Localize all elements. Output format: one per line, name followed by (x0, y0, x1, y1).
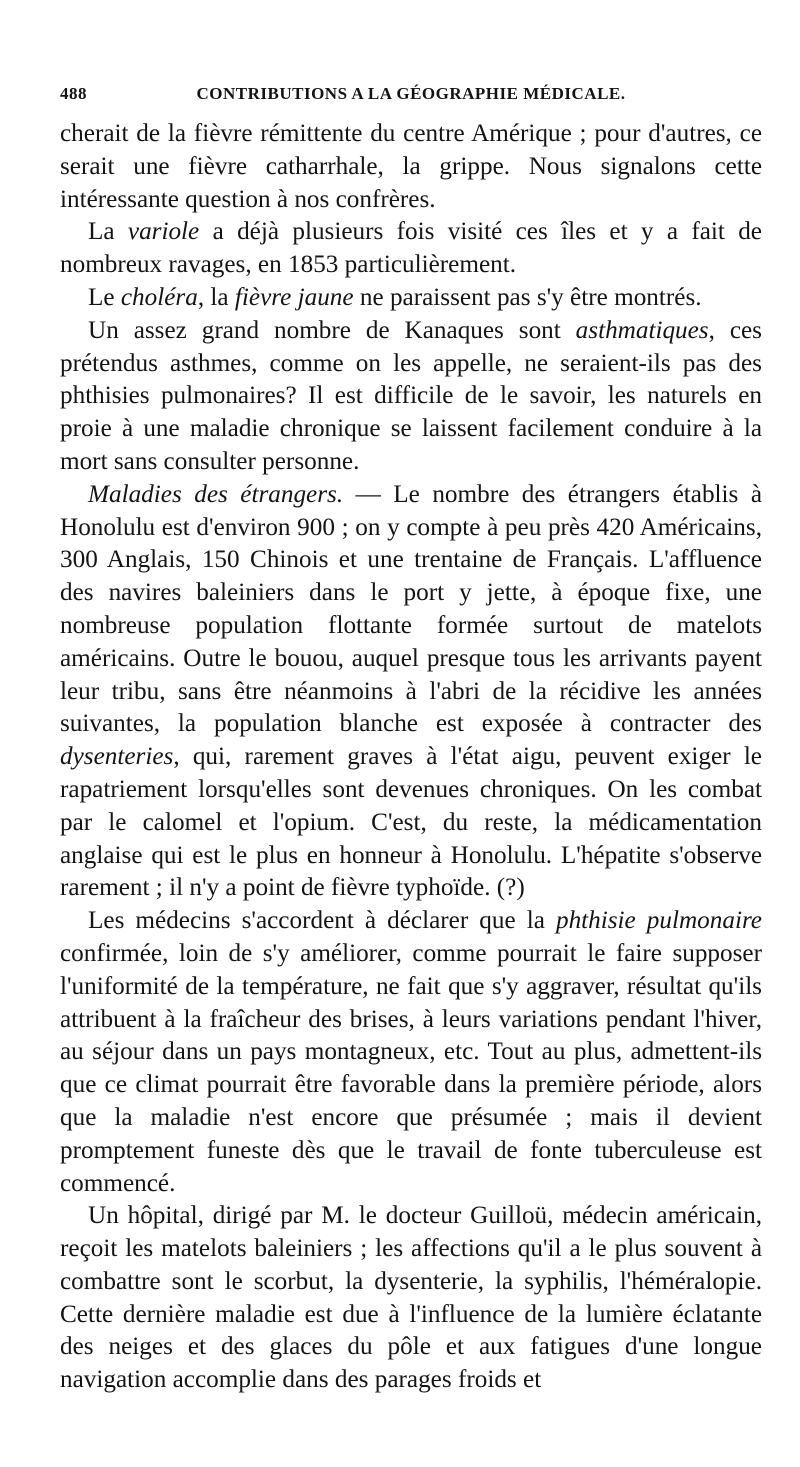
book-page (60, 84, 762, 1397)
paragraph (60, 905, 762, 1200)
italic-term: fièvre jaune (234, 283, 354, 311)
text-run: , qui, rarement graves à l'état aigu, peuvent exiger le rapatriement lorsqu'elles sont devenues chroniques. On les combat par le calomel et l'opium. C'est, du reste, la médicamentation anglaise qui est le plus en honneur à Honolulu. L'hépatite s'observe rarement ; il n'y a point de fièvre typhoïde. (?) (60, 743, 762, 902)
text-run: — Le nombre des étrangers établis à Honolulu est d'environ 900 ; on y compte à peu près 420 Américains, 300 Anglais, 150 Chinois et une trentaine de Français. L'affluence des navires baleiniers dans le port y jette, à époque fixe, une nombreuse population flottante formée surtout de matelots américains. Outre le bouou, auquel presque tous les arrivants payent leur tribu, sans être néanmoins à l'abri de la récidive les années suivantes, la population blanche est exposée à contracter des (60, 480, 762, 738)
text-run: cherait de la fièvre rémittente du centre Amérique ; pour d'autres, ce serait une fièvre catharrhale, la grippe. Nous signalons cette intéressante question à nos confrères. (60, 120, 762, 213)
italic-term: choléra (120, 283, 198, 311)
paragraph (60, 216, 762, 282)
text-run: , la (197, 283, 235, 311)
body-text (60, 118, 762, 1397)
paragraph (60, 1200, 762, 1397)
text-run: Un hôpital, dirigé par M. le docteur Guilloü, médecin américain, reçoit les matelots baleiniers ; les affections qu'il a le plus souvent à combattre sont le scorbut, la dysenterie, la syphilis, l'héméralopie. Cette dernière maladie est due à l'influence de la lumière éclatante des neiges et des glaces du pôle et aux fatigues d'une longue navigation accomplie dans des parages froids et (60, 1202, 762, 1394)
text-run: a déjà plusieurs fois visité ces îles et y a fait de nombreux ravages, en 1853 particulièrement. (60, 218, 762, 279)
paragraph (60, 315, 762, 479)
text-run: Les médecins s'accordent à déclarer que la (88, 907, 556, 935)
text-run: Un assez grand nombre de Kanaques sont (88, 316, 576, 344)
page-number: 488 (60, 84, 87, 103)
running-head (60, 84, 762, 114)
paragraph (60, 282, 762, 315)
text-run: confirmée, loin de s'y améliorer, comme pourrait le faire supposer l'uniformité de la température, ne fait que s'y aggraver, résultat qu'ils attribuent à la fraîcheur des brises, à leurs variations pendant l'hiver, au séjour dans un pays montagneux, etc. Tout au plus, admettent-ils que ce climat pourrait être favorable dans la première période, alors que la maladie n'est encore que présumée ; mais il devient promptement funeste dès que le travail de fonte tuberculeuse est commencé. (60, 939, 762, 1197)
paragraph (60, 479, 762, 905)
italic-term: phthisie pulmonaire (555, 907, 762, 935)
paragraph (60, 118, 762, 216)
header-title: CONTRIBUTIONS A LA GÉOGRAPHIE MÉDICALE. (196, 84, 626, 103)
text-run: ne paraissent pas s'y être montrés. (353, 283, 702, 311)
italic-term: asthmatiques (575, 316, 709, 344)
text-run: La (88, 218, 128, 246)
italic-term: Maladies des étrangers. (88, 480, 344, 508)
text-run: Le (88, 283, 121, 311)
italic-term: variole (127, 218, 200, 246)
text-run: , ces prétendus asthmes, comme on les appelle, ne seraient-ils pas des phthisies pulmonaires? Il est difficile de le savoir, les naturels en proie à une maladie chronique se laissent facilement conduire à la mort sans consulter personne. (60, 316, 762, 475)
italic-term: dysenteries (60, 743, 174, 771)
